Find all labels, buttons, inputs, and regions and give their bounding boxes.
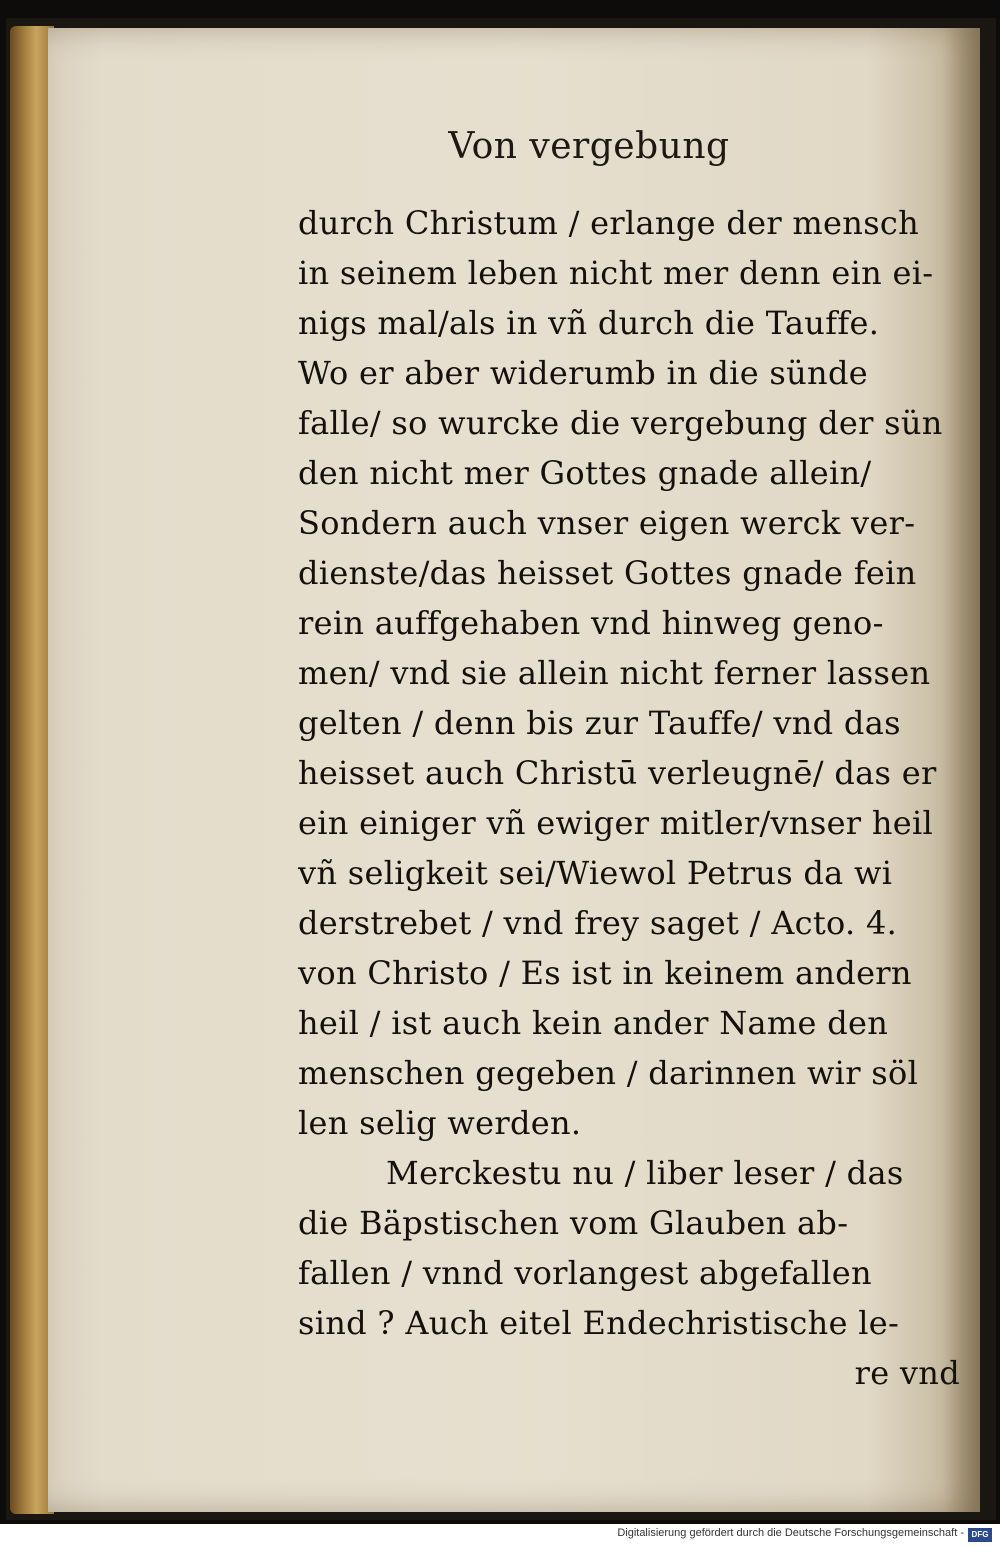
text-line: von Christo / Es ist in keinem andern <box>298 954 912 992</box>
text-line: den nicht mer Gottes gnade allein/ <box>298 454 872 492</box>
page <box>48 28 980 1512</box>
dfg-logo-icon: DFG <box>968 1528 992 1542</box>
text-line: gelten / denn bis zur Tauffe/ vnd das <box>298 704 901 742</box>
book-spread <box>6 18 996 1520</box>
text-line: falle/ so wurcke die vergebung der sün <box>298 404 943 442</box>
text-line: fallen / vnnd vorlangest abgefallen <box>298 1254 872 1292</box>
text-line: durch Christum / erlange der mensch <box>298 204 920 242</box>
text-line: nigs mal/als in vñ durch die Tauffe. <box>298 304 880 342</box>
text-line: vñ seligkeit sei/Wiewol Petrus da wi <box>298 854 893 892</box>
text-line: Merckestu nu / liber leser / das <box>386 1154 904 1192</box>
text-line: derstrebet / vnd frey saget / Acto. 4. <box>298 904 898 942</box>
text-line: heil / ist auch kein ander Name den <box>298 1004 889 1042</box>
footer-credit: Digitalisierung gefördert durch die Deutsche Forschungsgemeinschaft - <box>617 1527 964 1539</box>
text-block <box>298 198 960 1398</box>
text-line: rein auffgehaben vnd hinweg geno- <box>298 604 884 642</box>
text-line: heisset auch Christū verleugnē/ das er <box>298 754 937 792</box>
text-line: len selig werden. <box>298 1104 582 1142</box>
text-line: die Bäpstischen vom Glauben ab- <box>298 1204 849 1242</box>
text-line: Wo er aber widerumb in die sünde <box>298 354 868 392</box>
text-line: dienste/das heisset Gottes gnade fein <box>298 554 917 592</box>
text-line: Sondern auch vnser eigen werck ver- <box>298 504 916 542</box>
footer-bar <box>0 1524 1000 1547</box>
running-head: Von vergebung <box>448 126 730 167</box>
text-line: menschen gegeben / darinnen wir söl <box>298 1054 919 1092</box>
text-line: in seinem leben nicht mer denn ein ei- <box>298 254 934 292</box>
catchword: re vnd <box>854 1354 960 1392</box>
text-line: men/ vnd sie allein nicht ferner lassen <box>298 654 931 692</box>
text-line: sind ? Auch eitel Endechristische le- <box>298 1304 900 1342</box>
text-line: ein einiger vñ ewiger mitler/vnser heil <box>298 804 934 842</box>
